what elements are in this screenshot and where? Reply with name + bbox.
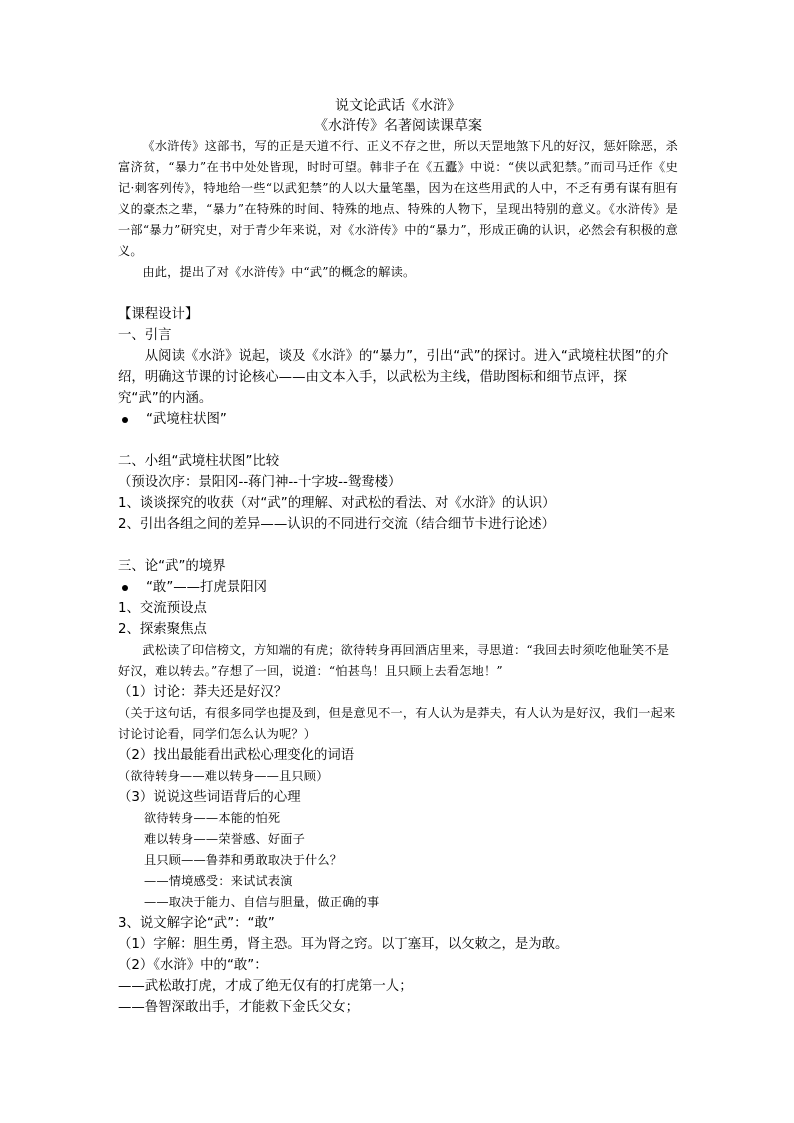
section-line: 2、探索聚焦点 bbox=[118, 622, 207, 637]
section-line: ——武松敢打虎，才成了绝无仅有的打虎第一人； bbox=[118, 979, 413, 994]
note-line: ——情境感受：来试试表演 bbox=[144, 874, 293, 888]
note-line: （欲待转身——难以转身——且只顾） bbox=[118, 769, 329, 783]
quote-paragraph: 武松读了印信榜文，方知端的有虎；欲待转身再回酒店里来，寻思道：“我回去时须吃他耻笑不是好汉，难以转去。”存想了一回，说道：“怕甚鸟！且只顾上去看怎地！” bbox=[118, 643, 670, 678]
intro-paragraph: 《水浒传》这部书，写的正是天道不行、正义不存之世，所以天罡地煞下凡的好汉，惩奸除恶，杀富济贫，“暴力”在书中处处皆现，时时可望。韩非子在《五蠹》中说：“侠以武犯禁。”而司马迁作《史记·刺客列传》，特地给一些“以武犯禁”的人以大量笔墨，因为在这些用武的人中，不乏有勇有谋有胆有义的豪杰之辈，“暴力”在特殊的时间、特殊的地点、特殊的人物下，呈现出特别的意义。《水浒传》是一部“暴力”研究史，对于青少年来说，对《水浒传》中的“暴力”，形成正确的认识，必然会有积极的意义。 bbox=[118, 139, 678, 258]
bullet-icon bbox=[122, 417, 128, 423]
intro-paragraph: 由此，提出了对《水浒传》中“武”的概念的解读。 bbox=[142, 265, 416, 279]
section-line: 3、说文解字论“武”：“敢” bbox=[118, 916, 275, 931]
bullet-icon bbox=[122, 585, 128, 591]
section-line: （2）找出最能看出武松心理变化的词语 bbox=[118, 748, 355, 763]
course-design bbox=[118, 304, 678, 1018]
bullet-item bbox=[118, 577, 678, 598]
section-line: （2）《水浒》中的“敢”： bbox=[118, 958, 268, 973]
section-line: 1、交流预设点 bbox=[118, 601, 207, 616]
section-line: （1）讨论：莽夫还是好汉？ bbox=[118, 685, 288, 700]
bullet-item bbox=[118, 409, 678, 430]
section-line: （1）字解：胆生勇，肾主恐。耳为肾之窍。以丁塞耳，以攵敕之，是为敢。 bbox=[118, 937, 569, 952]
section-heading: 三、论“武”的境界 bbox=[118, 559, 226, 574]
note-line: ——取决于能力、自信与胆量，做正确的事 bbox=[144, 895, 380, 909]
intro-section bbox=[118, 136, 678, 283]
section-paragraph: 从阅读《水浒》说起，谈及《水浒》的“暴力”，引出“武”的探讨。进入“武境柱状图”的介绍，明确这节课的讨论核心——由文本入手，以武松为主线，借助图标和细节点评，探究“武”的内涵。 bbox=[118, 349, 669, 406]
bullet-text: “敢”——打虎景阳冈 bbox=[146, 580, 267, 595]
section-line: （3）说说这些词语背后的心理 bbox=[118, 790, 301, 805]
section-line: ——鲁智深敢出手，才能救下金氏父女； bbox=[118, 1000, 360, 1015]
note-line: 欲待转身——本能的怕死 bbox=[144, 811, 281, 825]
document-title: 说文论武话《水浒》 bbox=[335, 98, 461, 114]
document-page bbox=[118, 96, 678, 1018]
bullet-text: “武境柱状图” bbox=[146, 412, 227, 427]
document-subtitle: 《水浒传》名著阅读课草案 bbox=[314, 118, 482, 134]
note-line: 难以转身——荣誉感、好面子 bbox=[144, 832, 306, 846]
section-heading: 一、引言 bbox=[118, 328, 172, 343]
section-line: （预设次序：景阳冈--蒋门神--十字坡--鸳鸯楼） bbox=[118, 475, 402, 490]
section-line: 1、谈谈探究的收获（对“武”的理解、对武松的看法、对《水浒》的认识） bbox=[118, 496, 556, 511]
note-line: 且只顾——鲁莽和勇敢取决于什么？ bbox=[144, 853, 343, 867]
course-design-heading: 【课程设计】 bbox=[118, 307, 199, 322]
note-line: （关于这句话，有很多同学也提及到，但是意见不一，有人认为是莽夫，有人认为是好汉，我们一起来讨论讨论看，同学们怎么认为呢？） bbox=[118, 706, 676, 741]
section-line: 2、引出各组之间的差异——认识的不同进行交流（结合细节卡进行论述） bbox=[118, 517, 556, 532]
section-heading: 二、小组“武境柱状图”比较 bbox=[118, 454, 280, 469]
